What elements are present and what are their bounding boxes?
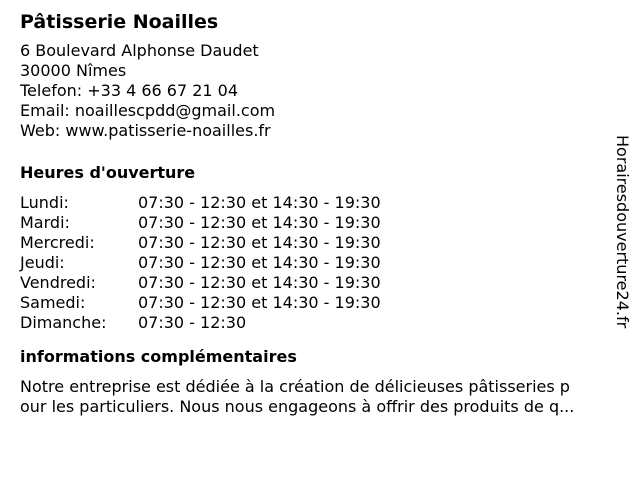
address-city: 30000 Nîmes xyxy=(20,61,127,80)
hours-row-saturday xyxy=(20,293,620,313)
hours-row-thursday xyxy=(20,253,620,273)
opening-hours-table xyxy=(20,193,620,333)
time-range: 07:30 - 12:30 et 14:30 - 19:30 xyxy=(138,193,381,212)
time-range: 07:30 - 12:30 xyxy=(138,313,247,332)
day-label: Jeudi: xyxy=(20,253,65,272)
info-line-1: Notre entreprise est dédiée à la création de délicieuses pâtisseries p xyxy=(20,377,570,396)
additional-info-heading: informations complémentaires xyxy=(20,347,297,366)
time-range: 07:30 - 12:30 et 14:30 - 19:30 xyxy=(138,253,381,272)
day-label: Samedi: xyxy=(20,293,86,312)
day-label: Dimanche: xyxy=(20,313,107,332)
phone-line: Telefon: +33 4 66 67 21 04 xyxy=(20,81,239,100)
contact-block xyxy=(20,41,620,141)
time-range: 07:30 - 12:30 et 14:30 - 19:30 xyxy=(138,273,381,292)
hours-row-tuesday xyxy=(20,213,620,233)
opening-hours-heading: Heures d'ouverture xyxy=(20,163,196,182)
business-name: Pâtisserie Noailles xyxy=(20,11,219,33)
time-range: 07:30 - 12:30 et 14:30 - 19:30 xyxy=(138,293,381,312)
info-line-2: our les particuliers. Nous nous engageons à offrir des produits de q... xyxy=(20,397,575,416)
day-label: Lundi: xyxy=(20,193,69,212)
hours-row-friday xyxy=(20,273,620,293)
hours-row-monday xyxy=(20,193,620,213)
hours-row-sunday xyxy=(20,313,620,333)
business-card xyxy=(20,8,620,417)
website-line: Web: www.patisserie-noailles.fr xyxy=(20,121,271,140)
day-label: Vendredi: xyxy=(20,273,96,292)
time-range: 07:30 - 12:30 et 14:30 - 19:30 xyxy=(138,213,381,232)
day-label: Mercredi: xyxy=(20,233,95,252)
additional-info-text xyxy=(20,377,626,417)
day-label: Mardi: xyxy=(20,213,70,232)
time-range: 07:30 - 12:30 et 14:30 - 19:30 xyxy=(138,233,381,252)
hours-row-wednesday xyxy=(20,233,620,253)
email-line: Email: noaillescpdd@gmail.com xyxy=(20,101,276,120)
watermark-text: Horairesdouverture24.fr xyxy=(613,135,632,329)
address-street: 6 Boulevard Alphonse Daudet xyxy=(20,41,259,60)
